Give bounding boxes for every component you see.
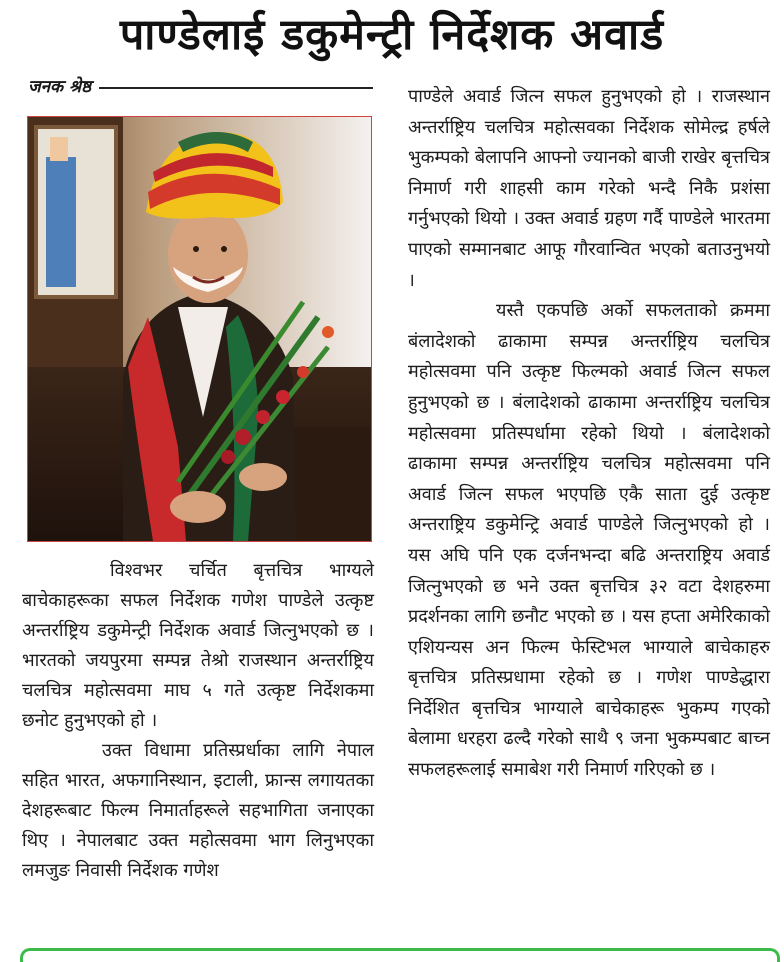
paragraph: यस्तै एकपछि अर्को सफलताको क्रममा बंलादेशको ढाकामा सम्पन्न अन्तर्राष्ट्रिय चलचित्र महोत्सवमा पनि उत्कृष्ट फिल्मको अवार्ड जित्न सफल हुनुभएको छ । बंलादेशको ढाकामा अन्तर्राष्ट्रिय चलचित्र महोत्सवमा प्रतिस्पर्धामा रहेको थियो । बंलादेशको ढाकामा सम्पन्न अन्तर्राष्ट्रिय चलचित्र महोत्सवमा पनि अवार्ड जित्न सफल भएपछि एकै साता दुई उत्कृष्ट अन्तराष्ट्रिय डकुमेन्ट्रि अवार्ड पाण्डेले जित्नुभएको हो । यस अघि पनि एक दर्जनभन्दा बढि अन्तराष्ट्रिय अवार्ड जित्नुभएको छ भने उक्त बृत्तचित्र ३२ वटा देशहरुमा प्रदर्शनका लागि छनौट भएको छ । यस हप्ता अमेरिकाको एशियन्यस अन फिल्म फेस्टिभल भाग्याले बाचेकाहरु बृत्तचित्र प्रतिस्प्रधामा रहेको छ । गणेश पाण्डेद्धारा निर्देशित बृत्तचित्र भाग्याले बाचेकाहरू भुकम्प गएको बेलामा धरहरा ढल्दै गरेको साथै ९ जना भुकम्पबाट बाच्न सफलहरूलाई समाबेश गरी निमार्ण गरिएको छ । <box>408 300 770 781</box>
byline-author: जनक श्रेष्ठ <box>28 76 92 97</box>
headline: पाण्डेलाई डकुमेन्ट्री निर्देशक अवार्ड <box>119 10 665 60</box>
article-column-left <box>22 556 374 886</box>
photo-illustration <box>28 117 371 541</box>
paragraph: उक्त विधामा प्रतिस्प्रर्धाका लागि नेपाल सहित भारत, अफगानिस्थान, इटाली, फ्रान्स लगायतका देशहरूबाट फिल्म निमार्ताहरूले सहभागिता जनाएका थिए । नेपालबाट उक्त महोत्सवमा भाग लिनुभएका लमजुङ निवासी निर्देशक गणेश <box>22 740 374 881</box>
byline <box>28 74 373 96</box>
article-column-right <box>408 82 770 786</box>
byline-rule <box>99 87 373 89</box>
paragraph: विश्वभर चर्चित बृत्तचित्र भाग्यले बाचेकाहरूका सफल निर्देशक गणेश पाण्डेले उत्कृष्ट अन्तर्राष्ट्रिय डकुमेन्ट्री निर्देशक अवार्ड जित्नुभएको छ । भारतको जयपुरमा सम्पन्न तेश्रो राजस्थान अन्तर्राष्ट्रिय चलचित्र महोत्सवमा माघ ५ गते उत्कृष्ट निर्देशकमा छनोट हुनुभएको हो । <box>22 560 374 731</box>
paragraph: पाण्डेले अवार्ड जित्न सफल हुनुभएको हो । राजस्थान अन्तर्राष्ट्रिय चलचित्र महोत्सवका निर्देशक सोमेल्द्र हर्षले भुकम्पको बेलापनि आफ्नो ज्यानको बाजी राखेर बृत्तचित्र निमार्ण गरी शाहसी काम गरेको भन्दै निकै प्रशंसा गर्नुभएको थियो । उक्त अवार्ड ग्रहण गर्दै पाण्डेले भारतमा पाएको सम्मानबाट आफू गौरवान्वित भएको बताउनुभयो । <box>408 86 770 291</box>
article-photo <box>27 116 372 542</box>
